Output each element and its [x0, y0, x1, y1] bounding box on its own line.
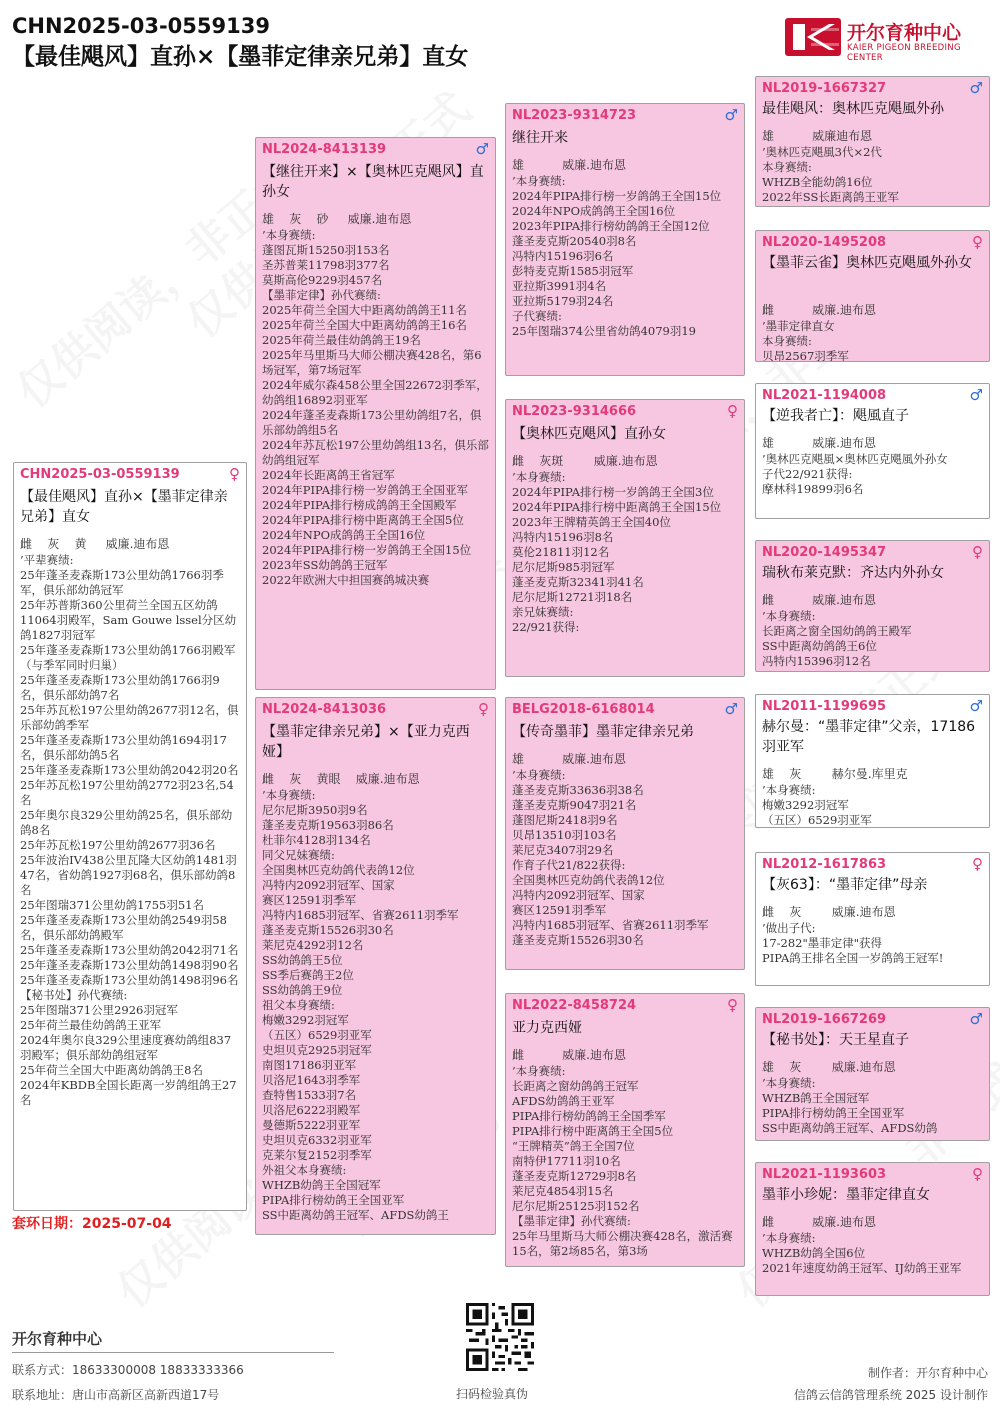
- pigeon-attributes: 雄 威廉.迪布恩: [762, 436, 876, 450]
- pigeon-records: ’本身赛绩: 梅嫩3292羽冠军 （五区）6529羽亚军: [762, 783, 872, 827]
- male-icon: ♂: [969, 697, 983, 715]
- pigeon-attributes: 雄 灰 赫尔曼.库里克: [762, 767, 908, 781]
- female-icon: ♀: [972, 233, 983, 251]
- pigeon-records: ’做出子代: 17-282"墨菲定律"获得 PIPA鸽王排名全国一岁鸽鸽王冠军!: [762, 921, 944, 965]
- pigeon-attributes: 雌 灰斑 威廉.迪布恩: [512, 454, 658, 468]
- pigeon-name: 【传奇墨菲】墨菲定律亲兄弟: [512, 724, 694, 740]
- female-icon: ♀: [727, 402, 738, 420]
- pigeon-attributes: 雄 威廉.迪布恩: [512, 752, 626, 766]
- ring-number: NL2021-1194008: [762, 388, 887, 403]
- pedigree-id: CHN2025-03-0559139: [12, 14, 270, 38]
- female-icon: ♀: [972, 1165, 983, 1183]
- kaier-logo-icon: [785, 18, 841, 56]
- ring-number: CHN2025-03-0559139: [20, 467, 180, 482]
- footer-org-name: 开尔育种中心: [12, 1330, 103, 1348]
- pigeon-records: ’奥林匹克飓風3代×2代 本身赛绩: WHZB全能幼鸽16位 2022年SS长距离鸽王亚军: [762, 145, 899, 204]
- pigeon-card-sire[interactable]: [255, 137, 496, 690]
- pigeon-card-sds[interactable]: [755, 383, 990, 519]
- pigeon-name: 【最佳飓风】直孙×【墨菲定律亲兄弟】直女: [20, 489, 228, 525]
- logo-subtitle: KAIER PIGEON BREEDING CENTER: [847, 43, 961, 63]
- pigeon-attributes: 雌 威廉.迪布恩: [762, 303, 876, 317]
- pigeon-attributes: 雌 灰 黄 威廉.迪布恩: [20, 537, 170, 551]
- pigeon-name: 亚力克西娅: [512, 1020, 582, 1036]
- male-icon: ♂: [969, 386, 983, 404]
- pigeon-records: ’本身赛绩: WHZB鸽王全国冠军 PIPA排行榜幼鸽王全国亚军 SS中距离幼鸽王冠军、AFDS幼鸽: [762, 1076, 938, 1135]
- pigeon-attributes: 雄 灰 砂 威廉.迪布恩: [262, 212, 412, 226]
- ring-number: NL2023-9314666: [512, 404, 637, 419]
- pigeon-card-ssd[interactable]: [755, 230, 990, 362]
- ring-number: NL2024-8413036: [262, 702, 387, 717]
- pigeon-records: ’本身赛绩: 2024年PIPA排行榜一岁鸽鸽王全国3位 2024年PIPA排行榜中距离鸽王全国15位 2023年王牌精英鸽王全国40位 冯特内15196羽8名 莫伦21811羽12名 尼尔尼斯985羽冠军 蓬圣麦克斯32341羽41名 尼尔尼斯12721羽18名 亲兄妹赛绩: 22/921获得:: [512, 470, 722, 634]
- ring-number: NL2023-9314723: [512, 108, 637, 123]
- male-icon: ♂: [475, 140, 489, 158]
- male-icon: ♂: [724, 700, 738, 718]
- pigeon-name: 【灰63】：“墨菲定律”母亲: [762, 877, 928, 893]
- page-title: 【最佳飓风】直孙×【墨菲定律亲兄弟】直女: [12, 44, 469, 70]
- pigeon-card-sire-sire[interactable]: [505, 103, 745, 376]
- footer-contact: 联系方式：18633300008 18833333366: [12, 1363, 244, 1377]
- pigeon-attributes: 雌 灰 黄眼 威廉.迪布恩: [262, 772, 420, 786]
- pigeon-records: ’本身赛绩: 尼尔尼斯3950羽9名 蓬圣麦克斯19563羽86名 杜菲尔4128羽134名 同父兄妹赛绩: 全国奥林匹克幼鸽代表鸽12位 冯特内2092羽冠军、国家 赛区12591羽季军 冯特内1685羽冠军、省赛2611羽季军 蓬圣麦克斯15526羽30名 莱尼克4292羽12名 SS幼鸽鸽王5位 SS季后赛鸽王2位 SS幼鸽鸽王9位 祖父本身赛绩: 梅嫩3292羽冠军 （五区）6529羽亚军 史坦贝克2925羽冠军 南图17186羽亚军 贝洛尼1643羽季军 查特售1533羽7名 贝洛尼6222羽殿军 曼德斯5222羽亚军 史坦贝克6332羽亚军 克莱尔复2152羽季军 外祖父本身赛绩: WHZB幼鸽王全国冠军 PIPA排行榜幼鸽王全国亚军 SS中距离幼鸽王冠军、AFDS幼鸽王: [262, 788, 459, 1222]
- female-icon: ♀: [478, 700, 489, 718]
- pigeon-card-sire-dam[interactable]: [505, 399, 745, 677]
- male-icon: ♂: [969, 79, 983, 97]
- qr-code-icon[interactable]: [466, 1303, 534, 1371]
- pigeon-attributes: 雌 威廉.迪布恩: [512, 1048, 626, 1062]
- ring-number: NL2011-1199695: [762, 699, 887, 714]
- pigeon-card-sss[interactable]: [755, 76, 990, 207]
- pigeon-card-dam-sire[interactable]: [505, 697, 745, 970]
- female-icon: ♀: [972, 855, 983, 873]
- pigeon-records: ’奥林匹克飓風×奥林匹克飓風外孙女 子代22/921获得: 摩林科19899羽6名: [762, 452, 948, 496]
- pigeon-card-dss[interactable]: [755, 694, 990, 828]
- footer-address: 联系地址：唐山市高新区高新西道17号: [12, 1388, 220, 1402]
- ring-number: NL2019-1667327: [762, 81, 887, 96]
- pigeon-records: ’本身赛绩: 长距离之窗幼鸽鸽王冠军 AFDS幼鸽鸽王亚军 PIPA排行榜幼鸽鸽王全国季军 PIPA排行榜中距离鸽王全国5位 “王牌精英”鸽王全国7位 南特伊17711羽10名 蓬圣麦克斯12729羽8名 莱尼克4854羽15名 尼尔尼斯25125羽152名 【墨菲定律】孙代赛绩: 25年马里斯马大师公棚决赛428名，激活赛15名，第2场85名，第3场: [512, 1064, 733, 1258]
- pigeon-attributes: 雄 威廉迪布恩: [762, 129, 873, 143]
- pigeon-name: 赫尔曼：“墨菲定律”父亲，17186羽亚军: [762, 719, 976, 755]
- pigeon-card-subject[interactable]: [13, 462, 247, 1211]
- pigeon-attributes: 雌 威廉.迪布恩: [762, 1215, 876, 1229]
- pigeon-card-dsd[interactable]: [755, 852, 990, 986]
- pigeon-name: 【墨菲定律亲兄弟】×【亚力克西娅】: [262, 724, 470, 760]
- female-icon: ♀: [229, 465, 240, 483]
- pigeon-name: 【奥林匹克飓风】直孙女: [512, 426, 666, 442]
- footer-system: 信鸽云信鸽管理系统 2025 设计制作: [793, 1388, 988, 1402]
- pigeon-records: ’本身赛绩: 长距离之窗全国幼鸽鸽王殿军 SS中距离幼鸽鸽王6位 冯特内15396羽12名: [762, 609, 912, 668]
- ring-number: NL2024-8413139: [262, 142, 387, 157]
- pigeon-card-ddd[interactable]: [755, 1162, 990, 1296]
- pigeon-card-dds[interactable]: [755, 1007, 990, 1141]
- pigeon-records: ’平辈赛绩: 25年蓬圣麦森斯173公里幼鸽1766羽季军，俱乐部幼鸽冠军 25年苏普斯360公里荷兰全国五区幼鸽11064羽殿军，Sam Gouwe lssel分区幼鸽1827羽冠军 25年蓬圣麦森斯173公里幼鸽1766羽殿军（与季军同时归巢） 25年蓬圣麦森斯173公里幼鸽1766羽9名，俱乐部幼鸽7名 25年苏瓦松197公里幼鸽2677羽12名，俱乐部幼鸽季军 25年蓬圣麦森斯173公里幼鸽1694羽17名，俱乐部幼鸽5名 25年蓬圣麦森斯173公里幼鸽2042羽20名 25年苏瓦松197公里幼鸽2772羽23名,54名 25年奥尔良329公里幼鸽25名，俱乐部幼鸽8名 25年苏瓦松197公里幼鸽2677羽36名 25年波治IV438公里瓦隆大区幼鸽1481羽47名，省幼鸽1927羽68名，俱乐部幼鸽8名 25年图瑞371公里幼鸽1755羽51名 25年蓬圣麦森斯173公里幼鸽2549羽58名，俱乐部幼鸽殿军 25年蓬圣麦森斯173公里幼鸽2042羽71名 25年蓬圣麦森斯173公里幼鸽1498羽90名 25年蓬圣麦森斯173公里幼鸽1498羽96名 【秘书处】孙代赛绩: 25年图瑞371公里2926羽冠军 25年荷兰最佳幼鸽鸽王亚军 2024年奥尔良329公里速度赛幼鸽组837羽殿军；俱乐部幼鸽组冠军 25年荷兰全国大中距离幼鸽鸽王8名 2024年KBDB全国长距离一岁鸽组鸽王27名: [20, 553, 239, 1107]
- footer-divider: [12, 1352, 334, 1353]
- male-icon: ♂: [724, 106, 738, 124]
- ring-number: NL2020-1495208: [762, 235, 887, 250]
- ring-number: NL2019-1667269: [762, 1012, 887, 1027]
- female-icon: ♀: [972, 543, 983, 561]
- male-icon: ♂: [969, 1010, 983, 1028]
- pigeon-name: 继往开来: [512, 130, 568, 146]
- pigeon-attributes: 雌 灰 威廉.迪布恩: [762, 905, 896, 919]
- logo-name: 开尔育种中心: [847, 22, 962, 44]
- pigeon-name: 墨菲小珍妮：墨菲定律直女: [762, 1187, 930, 1203]
- pigeon-card-dam[interactable]: [255, 697, 496, 1235]
- pigeon-name: 【秘书处】：天王星直子: [762, 1032, 909, 1048]
- qr-caption: 扫码检验真伪: [456, 1387, 529, 1401]
- pigeon-attributes: 雌 威廉.迪布恩: [762, 593, 876, 607]
- pigeon-records: ’墨菲定律直女 本身赛绩: 贝昂2567羽季军: [762, 319, 849, 362]
- pigeon-records: ’本身赛绩: 蓬图瓦斯15250羽153名 圣苏普莱11798羽377名 莫斯高伦9229羽457名 【墨菲定律】孙代赛绩: 2025年荷兰全国大中距离幼鸽鸽王11名 2025年荷兰全国大中距离幼鸽鸽王16名 2025年荷兰最佳幼鸽鸽王19名 2025年马里斯马大师公棚决赛428名，第6场冠军，第7场冠军 2024年威尔森458公里全国22672羽季军，幼鸽组16892羽亚军 2024年蓬圣麦森斯173公里幼鸽组7名，俱乐部幼鸽组5名 2024年苏瓦松197公里幼鸽组13名，俱乐部幼鸽组冠军 2024年长距离鸽王省冠军 2024年PIPA排行榜一岁鸽鸽王全国亚军 2024年PIPA排行榜成鸽鸽王全国殿军 2024年PIPA排行榜中距离鸽王全国5位 2024年NPO成鸽鸽王全国16位 2024年PIPA排行榜一岁鸽鸽王全国15位 2023年SS幼鸽鸽王冠军 2022年欧洲大中担国赛鸽城决赛: [262, 228, 489, 587]
- pigeon-name: 瑞秋布莱克默：齐达内外孙女: [762, 565, 944, 581]
- pigeon-name: 【继往开来】×【奥林匹克飓风】直孙女: [262, 164, 484, 200]
- footer-maker: 制作者：开尔育种中心: [867, 1366, 988, 1380]
- female-icon: ♀: [727, 996, 738, 1014]
- pigeon-attributes: 雄 威廉.迪布恩: [512, 158, 626, 172]
- pigeon-name: 最佳飓风：奥林匹克飓風外孙: [762, 101, 944, 117]
- pigeon-attributes: 雄 灰 威廉.迪布恩: [762, 1060, 896, 1074]
- ring-date: 套环日期：2025-07-04: [12, 1216, 172, 1232]
- pigeon-name: 【逆我者亡】：飓風直子: [762, 408, 909, 424]
- pigeon-records: ’本身赛绩: 2024年PIPA排行榜一岁鸽鸽王全国15位 2024年NPO成鸽鸽王全国16位 2023年PIPA排行榜幼鸽鸽王全国12位 蓬圣麦克斯20540羽8名 冯特内15196羽6名 彭特麦克斯1585羽冠军 亚拉斯3991羽4名 亚拉斯5179羽24名 子代赛绩: 25年图瑞374公里省幼鸽4079羽19: [512, 174, 722, 338]
- ring-number: NL2012-1617863: [762, 857, 887, 872]
- pigeon-card-sdd[interactable]: [755, 540, 990, 672]
- brand-logo: [785, 16, 990, 63]
- pigeon-card-dam-dam[interactable]: [505, 993, 745, 1267]
- pigeon-records: ’本身赛绩: WHZB幼鸽全国6位 2021年速度幼鸽王冠军、IJ幼鸽王亚军: [762, 1231, 962, 1275]
- ring-number: BELG2018-6168014: [512, 702, 655, 717]
- pigeon-name: 【墨菲云雀】奥林匹克飓風外孙女: [762, 255, 972, 271]
- pigeon-records: ’本身赛绩: 蓬圣麦克斯33636羽38名 蓬圣麦克斯9047羽21名 蓬图尼斯2418羽9名 贝昂13510羽103名 莱尼克3407羽29名 作育子代21/822获得: 全国奥林匹克幼鸽代表鸽12位 冯特内2092羽冠军、国家 赛区12591羽季军 冯特内1685羽冠军、省赛2611羽季军 蓬圣麦克斯15526羽30名: [512, 768, 709, 947]
- ring-number: NL2020-1495347: [762, 545, 887, 560]
- ring-number: NL2021-1193603: [762, 1167, 887, 1182]
- ring-number: NL2022-8458724: [512, 998, 637, 1013]
